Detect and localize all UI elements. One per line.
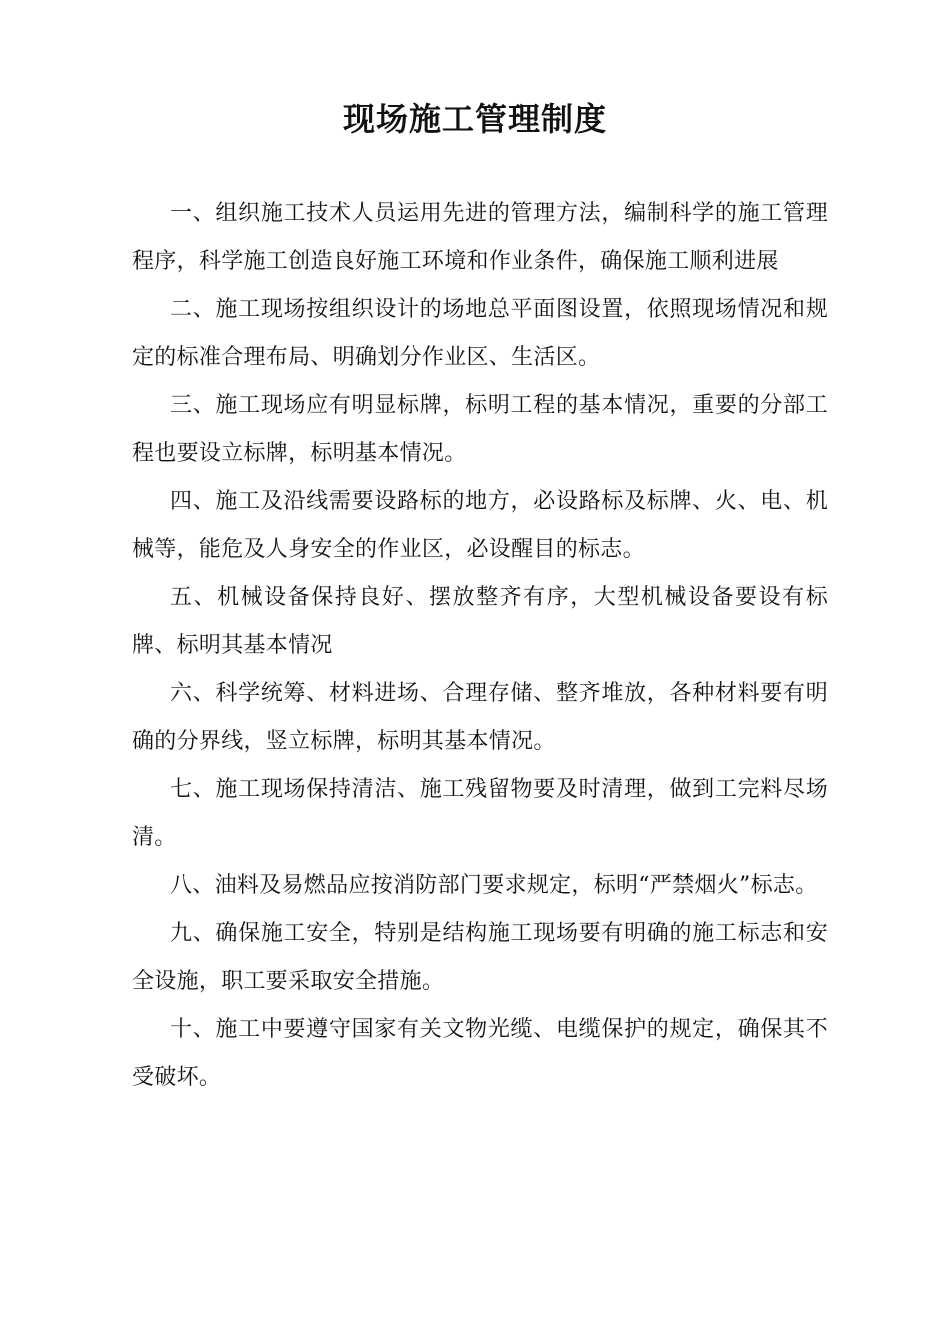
paragraph-5: 五、机械设备保持良好、摆放整齐有序，大型机械设备要设有标牌、标明其基本情况: [132, 585, 828, 658]
paragraph-4: 四、施工及沿线需要设路标的地方，必设路标及标牌、火、电、机械等，能危及人身安全的作业区，必设醒目的标志。: [132, 489, 828, 562]
paragraph-7: 七、施工现场保持清洁、施工残留物要及时清理，做到工完料尽场清。: [132, 777, 828, 850]
document-body: [132, 190, 828, 1102]
paragraph-6: 六、科学统筹、材料进场、合理存储、整齐堆放，各种材料要有明确的分界线，竖立标牌，标明其基本情况。: [132, 681, 828, 754]
paragraph-10: 十、施工中要遵守国家有关文物光缆、电缆保护的规定，确保其不受破坏。: [132, 1017, 828, 1090]
paragraph-1: 一、组织施工技术人员运用先进的管理方法，编制科学的施工管理程序，科学施工创造良好施工环境和作业条件，确保施工顺利进展: [132, 201, 828, 274]
page-title: 现场施工管理制度: [342, 100, 607, 138]
paragraph-3: 三、施工现场应有明显标牌，标明工程的基本情况，重要的分部工程也要设立标牌，标明基本情况。: [132, 393, 828, 466]
paragraph-9: 九、确保施工安全，特别是结构施工现场要有明确的施工标志和安全设施，职工要采取安全措施。: [132, 921, 828, 994]
paragraph-8: 八、油料及易燃品应按消防部门要求规定，标明“严禁烟火”标志。: [170, 873, 818, 898]
paragraph-2: 二、施工现场按组织设计的场地总平面图设置，依照现场情况和规定的标准合理布局、明确划分作业区、生活区。: [132, 297, 828, 370]
